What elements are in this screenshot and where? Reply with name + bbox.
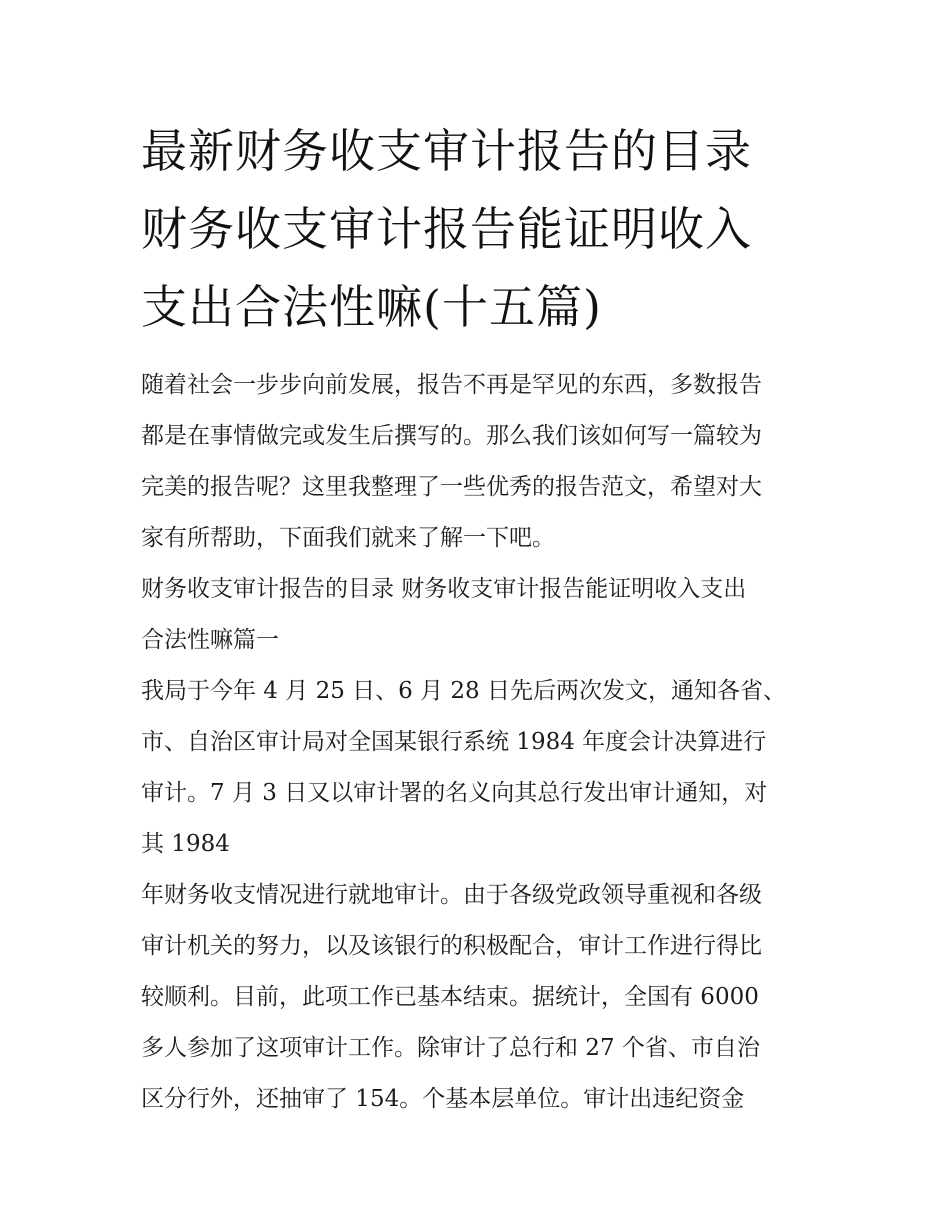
text-line: 其 1984 [141, 831, 230, 857]
text-line: 我局于今年 4 月 25 日、6 月 28 日先后两次发文，通知各省、 [141, 678, 786, 704]
text-line: 多人参加了这项审计工作。除审计了总行和 27 个省、市自治 [141, 1035, 760, 1061]
text-line: 审计机关的努力，以及该银行的积极配合，审计工作进行得比 [141, 933, 762, 959]
title-line: 最新财务收支审计报告的目录 [141, 124, 752, 178]
text-line: 家有所帮助，下面我们就来了解一下吧。 [141, 525, 555, 551]
text-line: 市、自治区审计局对全国某银行系统 1984 年度会计决算进行 [141, 729, 767, 755]
text-line: 随着社会一步步向前发展，报告不再是罕见的东西，多数报告 [141, 372, 762, 398]
title-line: 支出合法性嘛(十五篇) [141, 280, 602, 334]
text-line: 都是在事情做完或发生后撰写的。那么我们该如何写一篇较为 [141, 423, 762, 449]
document-page [141, 112, 821, 1125]
text-line: 年财务收支情况进行就地审计。由于各级党政领导重视和各级 [141, 882, 762, 908]
body-paragraph [141, 666, 821, 1125]
document-title [141, 112, 821, 346]
text-line: 财务收支审计报告的目录 财务收支审计报告能证明收入支出 [141, 576, 747, 602]
text-line: 合法性嘛篇一 [141, 627, 279, 653]
text-line: 较顺利。目前，此项工作已基本结束。据统计，全国有 6000 [141, 984, 759, 1010]
text-line: 完美的报告呢？这里我整理了一些优秀的报告范文，希望对大 [141, 474, 762, 500]
title-line: 财务收支审计报告能证明收入 [141, 202, 752, 256]
text-line: 区分行外，还抽审了 154。个基本层单位。审计出违纪资金 [141, 1086, 745, 1112]
intro-paragraph [141, 360, 821, 564]
section-heading [141, 564, 821, 666]
text-line: 审计。7 月 3 日又以审计署的名义向其总行发出审计通知，对 [141, 780, 768, 806]
